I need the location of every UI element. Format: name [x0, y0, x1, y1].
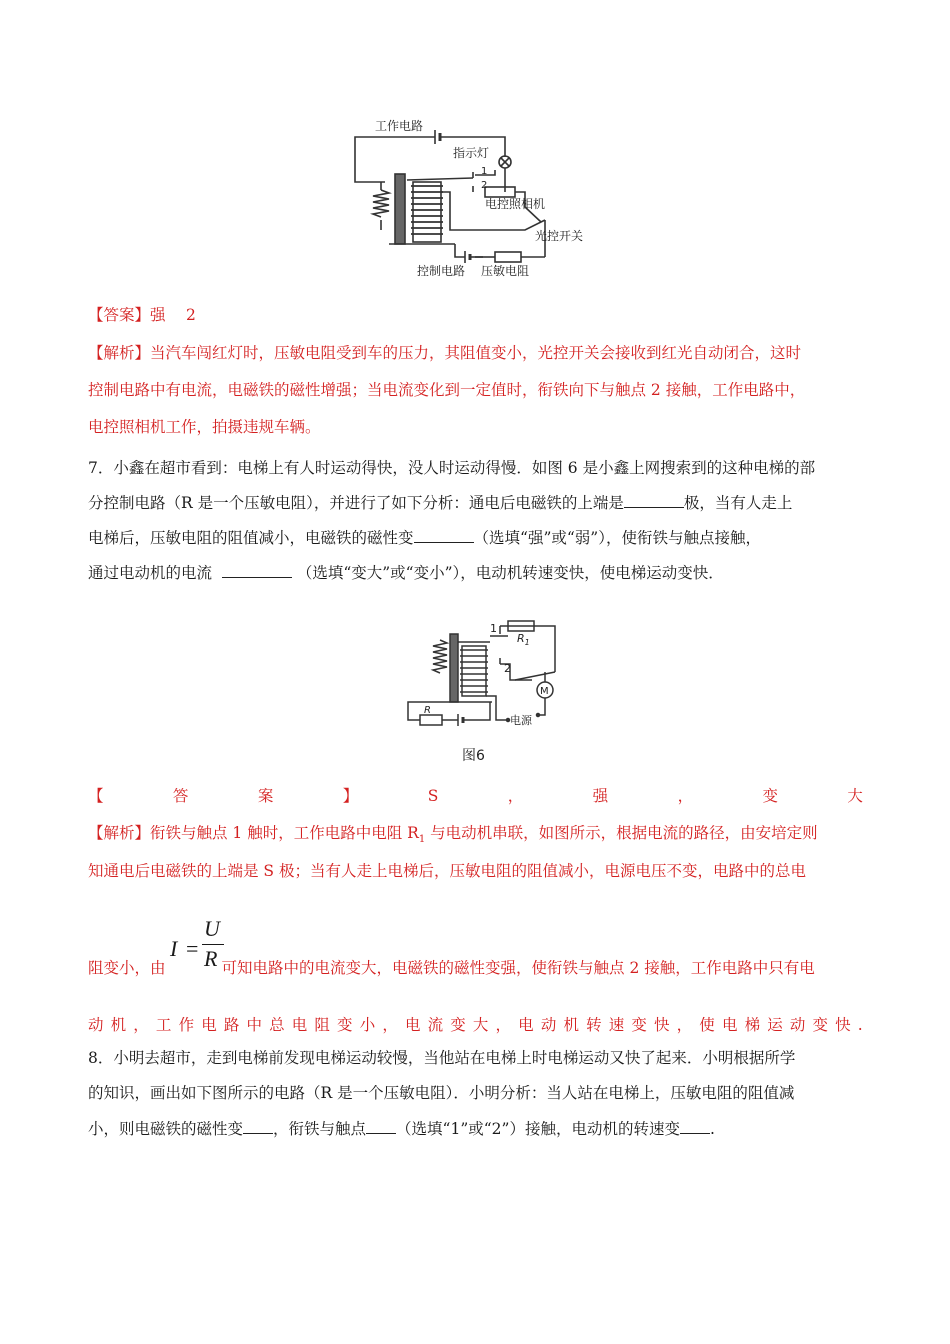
subscript: 1: [418, 834, 426, 846]
answer7-char: 变: [762, 787, 778, 805]
fraction-bar: [202, 944, 224, 945]
q7-text: 极，当有人走上: [683, 494, 793, 512]
answer-blank[interactable]: [243, 1119, 273, 1134]
answer7-char: 】: [342, 787, 359, 805]
answer-blank[interactable]: [366, 1119, 396, 1134]
fig6-power: 电源: [510, 714, 532, 727]
label-contact-1: 1: [481, 166, 488, 177]
answer-7: [88, 786, 863, 806]
fig6-r1: $R_1$: [517, 632, 530, 647]
q7-text: 分控制电路（R 是一个压敏电阻），并进行了如下分析：通电后电磁铁的上端是: [88, 494, 624, 512]
fig6-motor: M: [540, 686, 549, 697]
label-indicator: 指示灯: [453, 146, 490, 160]
q7-text: 电梯后，压敏电阻的阻值减小，电磁铁的磁性变: [88, 529, 414, 547]
q8-text: ，衔铁与触点: [273, 1120, 367, 1138]
analysis7-line4-char: 电: [518, 1016, 534, 1034]
analysis7-line4-char: 变: [450, 1016, 466, 1034]
question-8-line-1: 8．小明去超市，走到电梯前发现电梯运动较慢，当他站在电梯上时电梯运动又快了起来．小明根据所学: [88, 1049, 796, 1067]
fig6-contact-1: 1: [490, 622, 497, 635]
analysis7-line4-char: 电: [291, 1016, 308, 1034]
formula-r: R: [204, 946, 218, 971]
answer7-char: ，: [507, 787, 524, 805]
formula-eq: =: [186, 936, 199, 961]
label-light-switch: 光控开关: [535, 229, 584, 243]
label-control-circuit: 控制电路: [417, 264, 466, 278]
analysis7-line4-char: 电: [721, 1016, 738, 1034]
analysis-7-line-2: 知通电后电磁铁的上端是 S 极；当有人走上电梯后，压敏电阻的阻值减小，电源电压不变，电路中的总电: [88, 862, 806, 880]
analysis7-line4-char: 快: [835, 1016, 851, 1034]
analysis7-line4-char: ，: [495, 1016, 512, 1034]
analysis-6-line-1: 【解析】当汽车闯红灯时，压敏电阻受到车的压力，其阻值变小，光控开关会接收到红光自动闭合，这时: [88, 344, 802, 362]
analysis7-line4-char: 运: [767, 1016, 783, 1034]
analysis7-line4-char: ，: [133, 1016, 149, 1034]
analysis-6-line-2: 控制电路中有电流，电磁铁的磁性增强；当电流变化到一定值时，衔铁向下与触点 2 接触，工作电路中，: [88, 381, 806, 399]
analysis-text: 与电动机串联，如图所示，根据电流的路径，由安培定则: [425, 824, 818, 842]
analysis7-line4-char: .: [857, 1016, 863, 1034]
analysis-text: 可知电路中的电流变大，电磁铁的磁性变强，使衔铁与触点 2 接触，工作电路中只有电: [221, 959, 815, 977]
answer-6: [88, 305, 196, 325]
answer-blank[interactable]: [680, 1119, 710, 1134]
analysis-7-line-1: [88, 823, 818, 850]
q7-text: （选填“强”或“弱”），使衔铁与触点接触，: [473, 529, 761, 547]
answer7-char: ，: [677, 787, 694, 805]
analysis7-line4-char: 变: [812, 1016, 829, 1034]
answer-blank[interactable]: [624, 493, 684, 508]
analysis7-line4-char: 流: [427, 1016, 444, 1034]
analysis7-line4-char: 动: [88, 1016, 104, 1034]
formula-u: U: [204, 916, 220, 941]
label-work-circuit: 工作电路: [375, 119, 424, 133]
q8-text: .: [709, 1120, 715, 1138]
analysis7-line4-char: 阻: [314, 1016, 330, 1034]
circuit-figure-1: [345, 112, 595, 284]
answer-blank[interactable]: [414, 528, 474, 543]
analysis7-line4-char: 中: [246, 1016, 262, 1034]
analysis7-line4-char: 变: [337, 1016, 353, 1034]
analysis7-line4-char: 作: [178, 1016, 195, 1034]
answer7-char: 案: [257, 787, 274, 805]
label-camera: 电控照相机: [485, 197, 546, 211]
analysis7-line4-char: 工: [155, 1016, 172, 1034]
analysis7-line4-char: 转: [586, 1016, 602, 1034]
q8-text: 小，则电磁铁的磁性变: [88, 1120, 244, 1138]
analysis7-line4-char: 使: [699, 1016, 715, 1034]
analysis7-line4-char: 变: [631, 1016, 647, 1034]
q7-text: 通过电动机的电流: [88, 564, 213, 582]
answer7-char: 答: [172, 787, 189, 805]
analysis7-line4-char: 电: [404, 1016, 421, 1034]
analysis7-line4-char: 总: [269, 1016, 285, 1034]
circuit-figure-6: [400, 612, 560, 772]
question-7-line-4: [88, 563, 724, 583]
q7-text: （选填“变大”或“变小”），电动机转速变快，使电梯运动变快．: [296, 564, 724, 582]
question-7-line-2: [88, 493, 792, 513]
analysis-text: 【解析】衔铁与触点 1 触时，工作电路中电阻 R: [88, 824, 419, 842]
analysis-6-line-3: 电控照相机工作，拍摄违规车辆。: [88, 418, 321, 436]
answer-blank[interactable]: [222, 563, 292, 578]
fig6-resistor-r: R: [424, 705, 431, 716]
answer-text: 强 2: [150, 306, 196, 324]
analysis-7-line-3: [88, 958, 815, 978]
analysis-text: 阻变小，由: [88, 959, 166, 977]
answer-prefix: 【答案】: [88, 306, 151, 324]
answer7-char: 大: [847, 787, 863, 805]
analysis7-line4-char: 动: [789, 1016, 806, 1034]
answer7-char: 【: [88, 787, 104, 805]
question-7-line-1: 7．小鑫在超市看到：电梯上有人时运动得快，没人时运动得慢．如图 6 是小鑫上网搜索到的这种电梯的部: [88, 459, 816, 477]
q8-text: （选填“1”或“2”）接触，电动机的转速变: [396, 1120, 680, 1138]
analysis7-line4-char: ，: [382, 1016, 398, 1034]
question-8-line-3: [88, 1119, 715, 1139]
question-7-line-3: [88, 528, 761, 548]
analysis7-line4-char: 动: [540, 1016, 557, 1034]
analysis7-line4-char: 小: [359, 1016, 376, 1034]
analysis7-line4-char: 大: [472, 1016, 489, 1034]
fig6-contact-2: 2: [504, 662, 511, 675]
formula-i: I: [170, 936, 178, 961]
question-8-line-2: 的知识，画出如下图所示的电路（R 是一个压敏电阻）．小明分析：当人站在电梯上，压敏电阻的阻值减: [88, 1084, 795, 1102]
analysis-7-line-4: [88, 1015, 863, 1035]
label-contact-2: 2: [481, 180, 488, 191]
analysis7-line4-char: 电: [201, 1016, 217, 1034]
analysis7-line4-char: 机: [110, 1016, 127, 1034]
analysis7-line4-char: 路: [223, 1016, 240, 1034]
answer7-char: S: [427, 787, 439, 805]
answer7-char: 强: [592, 787, 609, 805]
fig6-caption: 图6: [462, 748, 485, 764]
analysis7-line4-char: 速: [608, 1016, 625, 1034]
analysis7-line4-char: 快: [654, 1016, 670, 1034]
label-pressure-resistor: 压敏电阻: [481, 264, 530, 278]
analysis7-line4-char: ，: [676, 1016, 693, 1034]
analysis7-line4-char: 梯: [744, 1016, 761, 1034]
analysis7-line4-char: 机: [563, 1016, 579, 1034]
